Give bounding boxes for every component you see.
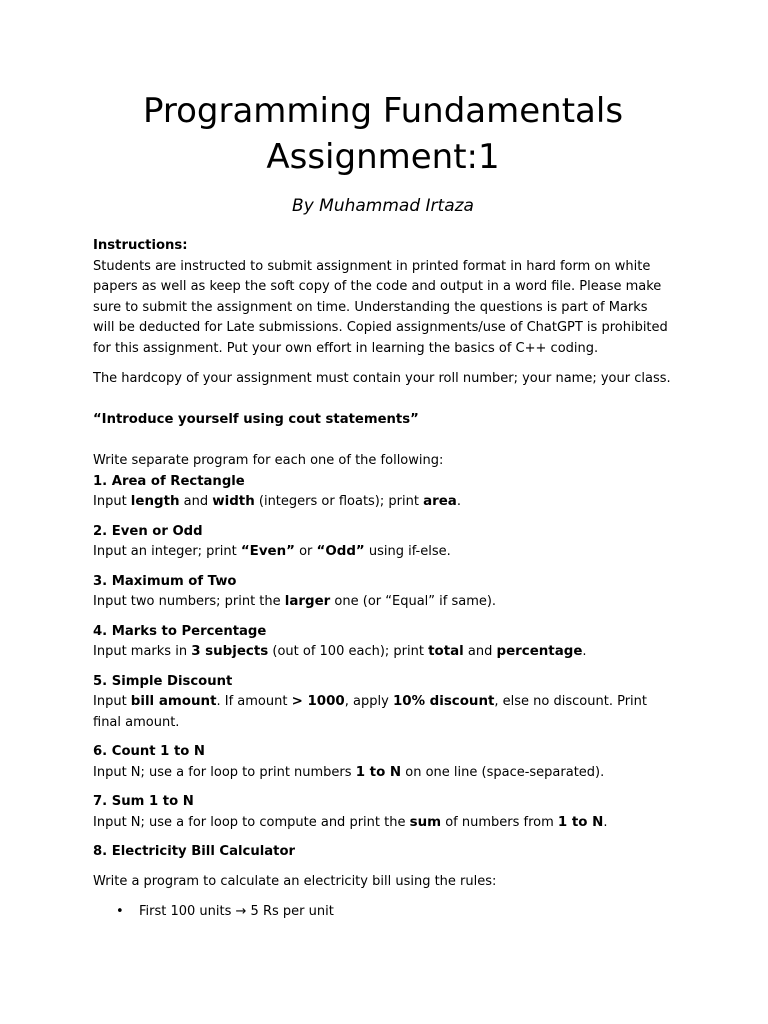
question-item <box>93 572 673 613</box>
description-text: Input <box>93 494 131 509</box>
description-text: . <box>603 814 608 830</box>
question-title: 5. Simple Discount <box>93 673 233 689</box>
questions-list <box>93 472 673 863</box>
document-page <box>93 88 673 922</box>
description-text: . <box>582 644 587 659</box>
rule-item <box>116 902 673 922</box>
hardcopy-note: The hardcopy of your assignment must contain your roll number; your name; your class. <box>93 371 671 386</box>
instructions-paragraph: Students are instructed to submit assignment in printed format in hard form on white papers as well as keep the soft copy of the code and output in a word file. Please make sure to submit the assignment on time. Understanding the questions is part of Marks will be deducted for Late submissions. Copied assignments/use of ChatGPT is prohibited for this assignment. Put your own effort in learning the basics of C++ coding. <box>93 258 668 356</box>
emphasis-text: > 1000 <box>291 694 345 709</box>
electricity-rules-list <box>93 902 673 922</box>
instructions-heading: Instructions: <box>93 238 188 253</box>
title-line-1: Programming Fundamentals <box>142 91 624 131</box>
write-separate-text: Write separate program for each one of the following: <box>93 453 444 468</box>
emphasis-text: width <box>212 494 255 509</box>
description-text: Input marks in <box>93 644 192 659</box>
bullet-icon: • <box>116 904 124 919</box>
question-title: 4. Marks to Percentage <box>93 623 267 639</box>
description-text: . If amount <box>216 694 292 709</box>
description-text: (out of 100 each); print <box>268 644 429 659</box>
emphasis-text: “Even” <box>240 544 295 559</box>
question-description <box>93 492 673 513</box>
emphasis-text: sum <box>409 814 442 830</box>
emphasis-text: total <box>428 644 464 659</box>
emphasis-text: 1 to N <box>355 764 402 780</box>
emphasis-text: “Odd” <box>316 544 365 559</box>
intro-task: “Introduce yourself using cout statements” <box>93 411 419 427</box>
emphasis-text: percentage <box>496 644 583 659</box>
question-item <box>93 742 673 783</box>
description-text: and <box>179 494 213 509</box>
description-text: Input <box>93 694 131 709</box>
description-text: (integers or floats); print <box>254 494 424 509</box>
question-title: 3. Maximum of Two <box>93 573 237 589</box>
question-description <box>93 692 673 733</box>
emphasis-text: larger <box>284 594 331 609</box>
description-text: or <box>294 544 317 559</box>
emphasis-text: bill amount <box>130 694 217 709</box>
description-text: and <box>463 644 497 659</box>
question-item <box>93 792 673 833</box>
question-description <box>93 763 673 784</box>
description-text: on one line (space-separated). <box>401 764 605 780</box>
description-text: Input N; use a for loop to compute and print the <box>93 814 410 830</box>
description-text: , apply <box>344 694 393 709</box>
question-item <box>93 842 673 863</box>
electricity-intro: Write a program to calculate an electricity bill using the rules: <box>93 873 497 889</box>
question-title: 1. Area of Rectangle <box>93 473 245 489</box>
emphasis-text: 10% discount <box>392 694 495 709</box>
description-text: using if-else. <box>364 544 451 559</box>
question-description <box>93 542 673 563</box>
question-item <box>93 522 673 563</box>
description-text: one (or “Equal” if same). <box>330 594 497 609</box>
question-title: 2. Even or Odd <box>93 523 203 539</box>
description-text: Input two numbers; print the <box>93 594 285 609</box>
description-text: . <box>456 494 461 509</box>
description-text: Input an integer; print <box>93 544 241 559</box>
emphasis-text: 3 subjects <box>191 644 269 659</box>
title-line-2: Assignment:1 <box>266 137 500 177</box>
question-title: 8. Electricity Bill Calculator <box>93 844 296 859</box>
description-text: , else no discount. Print final amount. <box>93 694 647 730</box>
question-item <box>93 622 673 663</box>
emphasis-text: length <box>130 494 180 509</box>
question-title: 7. Sum 1 to N <box>93 794 194 809</box>
rule-text: First 100 units → 5 Rs per unit <box>139 904 334 919</box>
emphasis-text: area <box>423 494 457 509</box>
question-description <box>93 813 673 834</box>
question-item <box>93 472 673 513</box>
document-title <box>93 88 673 180</box>
question-item <box>93 672 673 734</box>
instructions-section <box>93 236 673 390</box>
question-description <box>93 642 673 663</box>
description-text: Input N; use a for loop to print numbers <box>93 764 356 780</box>
question-description <box>93 592 673 613</box>
question-title: 6. Count 1 to N <box>93 744 205 759</box>
emphasis-text: 1 to N <box>557 814 604 830</box>
description-text: of numbers from <box>441 814 558 830</box>
author-line: By Muhammad Irtaza <box>292 196 474 216</box>
